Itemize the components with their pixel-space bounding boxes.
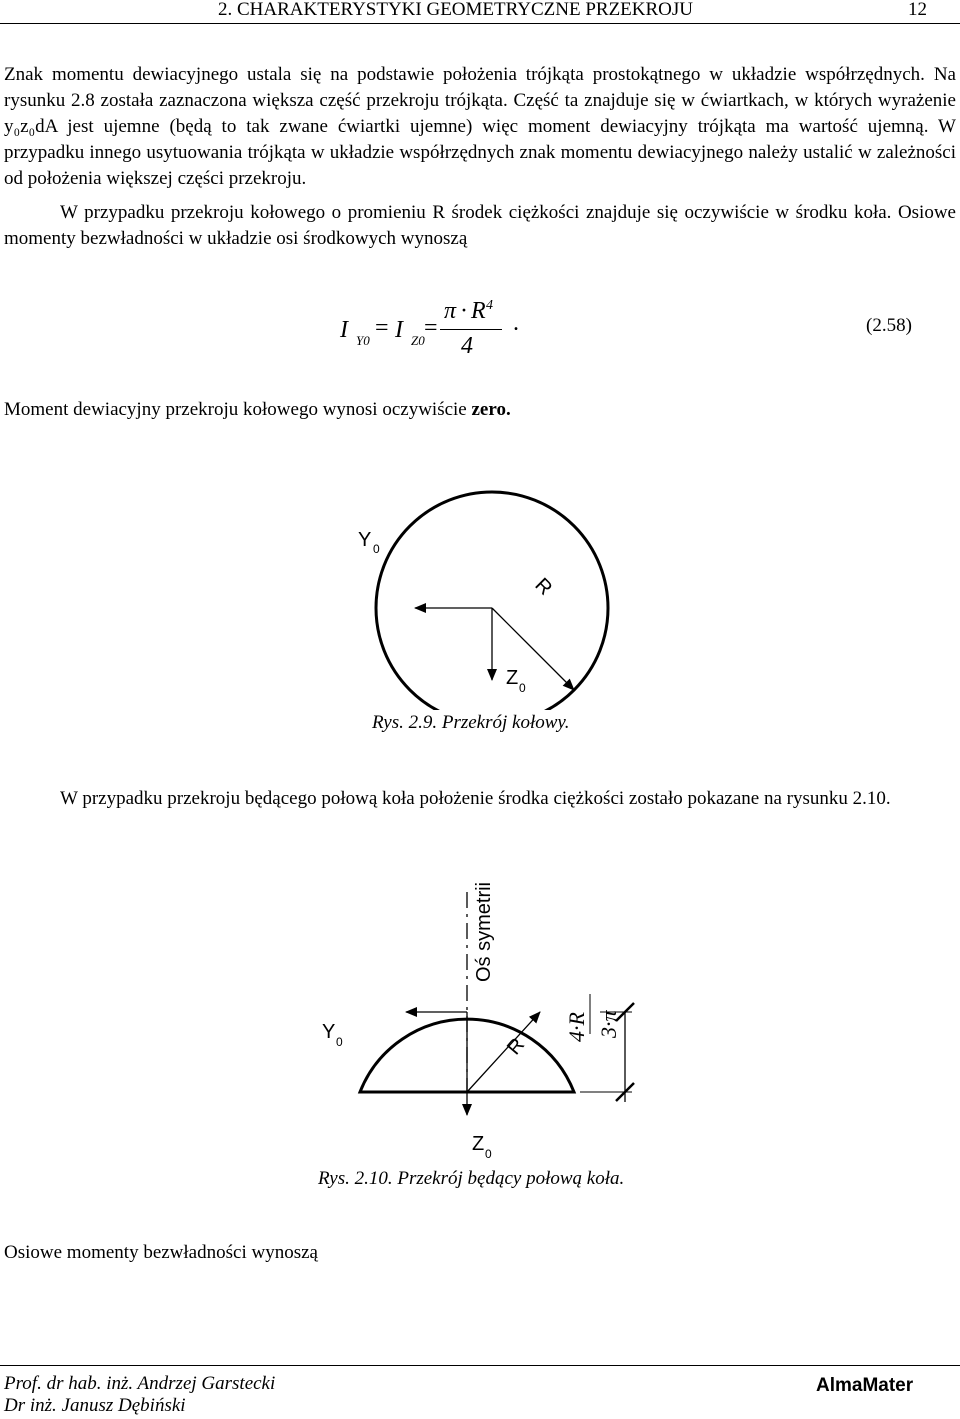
formula-sub-z0: Z0 <box>411 333 425 348</box>
semicircle-figure <box>300 870 660 1170</box>
label-symmetry-axis: Oś symetrii <box>473 882 495 982</box>
formula-sub-y0: Y0 <box>356 333 370 348</box>
label-z0-sub: 0 <box>485 1147 492 1161</box>
dimension-numerator: 4·R <box>564 1012 589 1042</box>
paragraph-2: W przypadku przekroju kołowego o promieniu R środek ciężkości znajduje się oczywiście w środku koła. Osiowe momenty bezwładności w układzie osi środkowych wynoszą <box>4 202 956 249</box>
formula-dot: · <box>460 298 468 324</box>
paragraph-3-bold: zero. <box>471 399 511 420</box>
label-radius: R <box>502 1034 530 1060</box>
paragraph-1: Znak momentu dewiacyjnego ustala się na podstawie położenia trójkąta prostokątnego w układzie współrzędnych. Na rysunku 2.8 została zaznaczona większa część przekroju trójkąta. Część ta znajduje się w ćwiartkach, w których wyrażenie y₀z₀dA jest ujemne (będą to tak zwane ćwiartki ujemne) więc moment dewiacyjny trójkąta ma wartość ujemną. W przypadku innego usytuowania trójkąta w układzie współrzędnych znak momentu dewiacyjnego należy ustalić w zależności od położenia większej części przekroju. <box>4 64 956 189</box>
equation-number: (2.58) <box>866 315 912 336</box>
paragraph-4: W przypadku przekroju będącego połową koła położenie środka ciężkości zostało pokazane na rysunku 2.10. <box>60 788 891 809</box>
footer-rule <box>0 1365 960 1366</box>
formula-I-y: I <box>340 317 348 343</box>
formula-I-z: I <box>395 317 403 343</box>
formula-R: R <box>471 298 486 324</box>
paragraph-3 <box>4 397 956 423</box>
paragraph-3-text: Moment dewiacyjny przekroju kołowego wynosi oczywiście <box>4 399 467 420</box>
label-y0: Y <box>358 529 372 551</box>
radius-arrow <box>492 608 574 690</box>
label-y0-sub: 0 <box>373 542 380 556</box>
caption-fig-2-9: Rys. 2.9. Przekrój kołowy. <box>372 712 570 733</box>
formula-period: . <box>513 310 519 336</box>
page-header <box>0 0 960 24</box>
label-radius: R <box>530 573 557 600</box>
caption-fig-2-10: Rys. 2.10. Przekrój będący połową koła. <box>318 1168 625 1189</box>
formula-denominator: 4 <box>461 333 473 359</box>
formula-pi: π <box>444 298 457 324</box>
formula-equals-2: = <box>424 315 438 341</box>
footer-brand: AlmaMater <box>816 1375 914 1396</box>
label-z0-sub: 0 <box>519 681 526 695</box>
paragraph-5: Osiowe momenty bezwładności wynoszą <box>4 1242 318 1263</box>
formula-equals-1: = <box>375 315 389 341</box>
label-z0: Z <box>506 667 519 689</box>
label-y0-sub: 0 <box>336 1035 343 1049</box>
footer-author-2: Dr inż. Janusz Dębiński <box>4 1395 186 1416</box>
page-number: 12 <box>908 0 927 20</box>
label-y0: Y <box>322 1021 336 1043</box>
chapter-title: 2. CHARAKTERYSTYKI GEOMETRYCZNE PRZEKROJU <box>218 0 694 20</box>
circle-figure <box>300 460 640 710</box>
label-z0: Z <box>472 1133 485 1155</box>
formula-2-58 <box>340 295 940 375</box>
formula-exponent: 4 <box>486 298 493 313</box>
header-rule <box>0 23 960 24</box>
dimension-denominator: 3·π <box>596 1010 621 1038</box>
fraction-bar <box>440 329 502 330</box>
footer-author-1: Prof. dr hab. inż. Andrzej Garstecki <box>4 1373 276 1394</box>
